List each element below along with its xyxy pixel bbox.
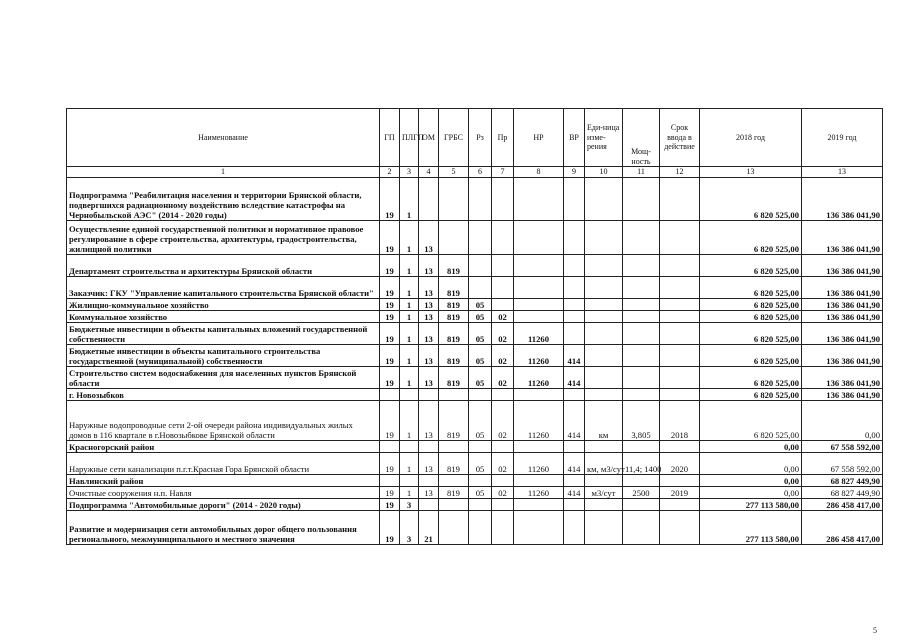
- cell-pr: 02: [492, 323, 514, 345]
- table-row: [67, 475, 883, 487]
- cell-y2018: 6 820 525,00: [700, 401, 802, 441]
- cell-power: [623, 277, 660, 299]
- cell-term: [660, 255, 700, 277]
- row-name: Бюджетные инвестиции в объекты капитального строительства государственной (муниципальной) собственности: [67, 345, 380, 367]
- header-nr: НР: [514, 109, 564, 167]
- cell-power: [623, 475, 660, 487]
- cell-pp: [400, 475, 419, 487]
- cell-power: [623, 441, 660, 453]
- row-name: Очистные сооружения н.п. Навля: [67, 487, 380, 499]
- cell-power: [623, 389, 660, 401]
- cell-unit: [585, 367, 623, 389]
- table-row: [67, 345, 883, 367]
- row-name: Подпрограмма "Реабилитация населения и территории Брянской области, подвергшихся радиационному воздействию вследствие катастрофы на Чернобыльской АЭС" (2014 - 2020 годы): [67, 178, 380, 221]
- cell-om: [419, 499, 439, 511]
- cell-om: 13: [419, 367, 439, 389]
- cell-power: [623, 499, 660, 511]
- row-name: Строительство систем водоснабжения для населенных пунктов Брянской области: [67, 367, 380, 389]
- header-power: Мощ-ность: [623, 109, 660, 167]
- cell-y2018: 277 113 580,00: [700, 511, 802, 545]
- cell-pp: 3: [400, 499, 419, 511]
- cell-power: [623, 511, 660, 545]
- cell-y2019: 136 386 041,90: [802, 311, 883, 323]
- cell-nr: 11260: [514, 401, 564, 441]
- cell-y2019: 136 386 041,90: [802, 389, 883, 401]
- header-pr: Пр: [492, 109, 514, 167]
- cell-pr: 02: [492, 345, 514, 367]
- cell-pp: 1: [400, 311, 419, 323]
- cell-term: [660, 345, 700, 367]
- header-ppgp: ПЛГП: [400, 109, 419, 167]
- cell-nr: [514, 255, 564, 277]
- cell-y2019: 0,00: [802, 401, 883, 441]
- cell-nr: [514, 441, 564, 453]
- cell-y2018: 0,00: [700, 441, 802, 453]
- cell-term: [660, 277, 700, 299]
- cell-term: [660, 311, 700, 323]
- cell-om: [419, 178, 439, 221]
- header-term: Срок ввода в действие: [660, 109, 700, 167]
- cell-gp: [380, 475, 400, 487]
- cell-pp: 1: [400, 255, 419, 277]
- cell-unit: [585, 299, 623, 311]
- cell-y2018: 277 113 580,00: [700, 499, 802, 511]
- header-grbs: ГРБС: [439, 109, 469, 167]
- cell-y2019: 136 386 041,90: [802, 299, 883, 311]
- header-vr: ВР: [564, 109, 585, 167]
- cell-rz: 05: [469, 323, 492, 345]
- cell-unit: [585, 277, 623, 299]
- cell-unit: [585, 178, 623, 221]
- cell-gp: 19: [380, 487, 400, 499]
- cell-om: 13: [419, 323, 439, 345]
- row-name: Наружные водопроводные сети 2-ой очереди района индивидуальных жилых домов в 116 квартале в г.Новозыбкове Брянской области: [67, 401, 380, 441]
- cell-term: 2020: [660, 453, 700, 475]
- column-number: 6: [469, 167, 492, 178]
- cell-pp: 1: [400, 277, 419, 299]
- cell-term: [660, 389, 700, 401]
- row-name: Наружные сети канализации п.г.т.Красная Гора Брянской области: [67, 453, 380, 475]
- cell-unit: [585, 221, 623, 255]
- row-name: Коммунальное хозяйство: [67, 311, 380, 323]
- cell-power: 3,805: [623, 401, 660, 441]
- cell-term: [660, 511, 700, 545]
- cell-y2018: 6 820 525,00: [700, 311, 802, 323]
- cell-power: [623, 345, 660, 367]
- cell-om: 13: [419, 299, 439, 311]
- cell-pp: 1: [400, 299, 419, 311]
- cell-rz: [469, 277, 492, 299]
- table-row: [67, 311, 883, 323]
- cell-power: [623, 221, 660, 255]
- table-row: [67, 487, 883, 499]
- cell-y2018: 6 820 525,00: [700, 299, 802, 311]
- cell-unit: [585, 441, 623, 453]
- cell-gp: 19: [380, 499, 400, 511]
- cell-pr: 02: [492, 367, 514, 389]
- cell-gp: 19: [380, 511, 400, 545]
- cell-pp: 1: [400, 323, 419, 345]
- table-row: [67, 299, 883, 311]
- table-row: [67, 499, 883, 511]
- row-name: Заказчик: ГКУ "Управление капитального строительства Брянской области": [67, 277, 380, 299]
- cell-vr: [564, 323, 585, 345]
- row-name: Навлинский район: [67, 475, 380, 487]
- cell-vr: [564, 499, 585, 511]
- cell-y2019: 68 827 449,90: [802, 475, 883, 487]
- header-name: Наименование: [67, 109, 380, 167]
- column-number: 5: [439, 167, 469, 178]
- cell-power: 11,4; 1400: [623, 453, 660, 475]
- cell-y2018: 6 820 525,00: [700, 367, 802, 389]
- header-gp: ГП: [380, 109, 400, 167]
- cell-gp: 19: [380, 299, 400, 311]
- cell-gp: 19: [380, 401, 400, 441]
- column-number: 7: [492, 167, 514, 178]
- cell-gp: 19: [380, 221, 400, 255]
- column-number: 10: [585, 167, 623, 178]
- cell-rz: [469, 255, 492, 277]
- row-name: Подпрограмма "Автомобильные дороги" (2014 - 2020 годы): [67, 499, 380, 511]
- cell-gp: [380, 389, 400, 401]
- cell-rz: 05: [469, 311, 492, 323]
- cell-pr: [492, 511, 514, 545]
- row-name: Департамент строительства и архитектуры Брянской области: [67, 255, 380, 277]
- cell-rz: [469, 499, 492, 511]
- cell-y2018: 6 820 525,00: [700, 178, 802, 221]
- cell-om: [419, 475, 439, 487]
- cell-grbs: [439, 389, 469, 401]
- budget-table: [66, 108, 883, 545]
- cell-om: [419, 441, 439, 453]
- cell-unit: [585, 323, 623, 345]
- cell-unit: [585, 255, 623, 277]
- cell-power: [623, 178, 660, 221]
- cell-pr: [492, 178, 514, 221]
- cell-rz: [469, 511, 492, 545]
- cell-pp: 1: [400, 345, 419, 367]
- cell-pp: 3: [400, 511, 419, 545]
- cell-pp: [400, 441, 419, 453]
- cell-pr: [492, 499, 514, 511]
- cell-nr: 11260: [514, 345, 564, 367]
- cell-pp: 1: [400, 367, 419, 389]
- table-row: [67, 255, 883, 277]
- row-name: г. Новозыбков: [67, 389, 380, 401]
- cell-nr: 11260: [514, 323, 564, 345]
- cell-nr: [514, 389, 564, 401]
- row-name: Осуществление единой государственной политики и нормативное правовое регулирование в сфере строительства, архитектуры, градостроительства, жилищной политики: [67, 221, 380, 255]
- cell-power: [623, 311, 660, 323]
- cell-rz: [469, 475, 492, 487]
- cell-term: [660, 221, 700, 255]
- table-row: [67, 277, 883, 299]
- cell-y2019: 286 458 417,00: [802, 499, 883, 511]
- cell-y2018: 6 820 525,00: [700, 277, 802, 299]
- cell-term: [660, 367, 700, 389]
- page-number: 5: [873, 626, 877, 635]
- cell-grbs: 819: [439, 367, 469, 389]
- cell-grbs: [439, 221, 469, 255]
- cell-gp: 19: [380, 453, 400, 475]
- cell-pp: 1: [400, 178, 419, 221]
- cell-unit: [585, 345, 623, 367]
- cell-y2019: 67 558 592,00: [802, 441, 883, 453]
- cell-vr: 414: [564, 453, 585, 475]
- cell-y2019: 136 386 041,90: [802, 221, 883, 255]
- cell-rz: 05: [469, 299, 492, 311]
- cell-grbs: 819: [439, 453, 469, 475]
- cell-nr: 11260: [514, 453, 564, 475]
- cell-gp: 19: [380, 323, 400, 345]
- cell-y2018: 6 820 525,00: [700, 389, 802, 401]
- table-row: [67, 323, 883, 345]
- cell-vr: 414: [564, 367, 585, 389]
- cell-om: 13: [419, 221, 439, 255]
- cell-pr: [492, 441, 514, 453]
- cell-gp: 19: [380, 311, 400, 323]
- cell-rz: 05: [469, 487, 492, 499]
- cell-pr: [492, 277, 514, 299]
- cell-y2019: 68 827 449,90: [802, 487, 883, 499]
- cell-om: 13: [419, 453, 439, 475]
- table-row: [67, 389, 883, 401]
- cell-om: [419, 389, 439, 401]
- cell-unit: [585, 499, 623, 511]
- cell-rz: [469, 178, 492, 221]
- cell-rz: [469, 221, 492, 255]
- cell-grbs: [439, 511, 469, 545]
- column-number: 13: [700, 167, 802, 178]
- row-name: Жилищно-коммунальное хозяйство: [67, 299, 380, 311]
- cell-vr: [564, 441, 585, 453]
- cell-power: [623, 255, 660, 277]
- cell-unit: км: [585, 401, 623, 441]
- cell-vr: 414: [564, 401, 585, 441]
- column-number: 12: [660, 167, 700, 178]
- cell-rz: 05: [469, 453, 492, 475]
- header-om: ОМ: [419, 109, 439, 167]
- cell-unit: м3/сут: [585, 487, 623, 499]
- cell-term: [660, 441, 700, 453]
- cell-pp: 1: [400, 487, 419, 499]
- cell-gp: [380, 441, 400, 453]
- cell-nr: 11260: [514, 367, 564, 389]
- cell-pr: [492, 475, 514, 487]
- cell-term: [660, 299, 700, 311]
- cell-gp: 19: [380, 367, 400, 389]
- header-2018: 2018 год: [700, 109, 802, 167]
- cell-y2019: 136 386 041,90: [802, 178, 883, 221]
- cell-vr: [564, 255, 585, 277]
- cell-vr: [564, 221, 585, 255]
- cell-vr: [564, 178, 585, 221]
- cell-vr: [564, 475, 585, 487]
- cell-y2018: 6 820 525,00: [700, 255, 802, 277]
- cell-pr: [492, 299, 514, 311]
- cell-y2019: 136 386 041,90: [802, 345, 883, 367]
- cell-grbs: 819: [439, 323, 469, 345]
- cell-rz: 05: [469, 401, 492, 441]
- cell-grbs: [439, 441, 469, 453]
- cell-grbs: 819: [439, 299, 469, 311]
- cell-grbs: 819: [439, 277, 469, 299]
- cell-pr: [492, 221, 514, 255]
- cell-om: 13: [419, 487, 439, 499]
- table-row: [67, 367, 883, 389]
- cell-vr: [564, 311, 585, 323]
- cell-pp: 1: [400, 401, 419, 441]
- cell-grbs: 819: [439, 255, 469, 277]
- cell-grbs: [439, 499, 469, 511]
- cell-pp: [400, 389, 419, 401]
- cell-nr: [514, 178, 564, 221]
- table-body: [67, 178, 883, 545]
- cell-pr: 02: [492, 453, 514, 475]
- cell-vr: [564, 299, 585, 311]
- table-row: [67, 453, 883, 475]
- header-2019: 2019 год: [802, 109, 883, 167]
- cell-pr: [492, 255, 514, 277]
- cell-y2019: 286 458 417,00: [802, 511, 883, 545]
- table-row: [67, 441, 883, 453]
- cell-gp: 19: [380, 345, 400, 367]
- cell-y2018: 6 820 525,00: [700, 345, 802, 367]
- cell-rz: [469, 389, 492, 401]
- cell-pp: 1: [400, 221, 419, 255]
- cell-power: [623, 299, 660, 311]
- cell-om: 13: [419, 255, 439, 277]
- cell-y2018: 0,00: [700, 453, 802, 475]
- cell-gp: 19: [380, 255, 400, 277]
- column-number: 9: [564, 167, 585, 178]
- cell-rz: [469, 441, 492, 453]
- cell-nr: [514, 221, 564, 255]
- cell-power: [623, 323, 660, 345]
- cell-vr: [564, 277, 585, 299]
- column-number: 8: [514, 167, 564, 178]
- table-header-row: [67, 109, 883, 167]
- table-row: [67, 178, 883, 221]
- cell-nr: [514, 311, 564, 323]
- cell-term: [660, 475, 700, 487]
- header-unit: Еди-ница изме-рения: [585, 109, 623, 167]
- cell-vr: 414: [564, 487, 585, 499]
- cell-power: 2500: [623, 487, 660, 499]
- cell-om: 21: [419, 511, 439, 545]
- row-name: Развитие и модернизация сети автомобильных дорог общего пользования регионального, межмуниципального и местного значения: [67, 511, 380, 545]
- cell-grbs: 819: [439, 345, 469, 367]
- column-number: 3: [400, 167, 419, 178]
- cell-power: [623, 367, 660, 389]
- cell-gp: 19: [380, 178, 400, 221]
- table-row: [67, 221, 883, 255]
- cell-nr: 11260: [514, 487, 564, 499]
- cell-rz: 05: [469, 367, 492, 389]
- cell-unit: [585, 311, 623, 323]
- row-name: Красногорский район: [67, 441, 380, 453]
- cell-y2019: 67 558 592,00: [802, 453, 883, 475]
- cell-grbs: 819: [439, 487, 469, 499]
- cell-y2019: 136 386 041,90: [802, 255, 883, 277]
- cell-vr: [564, 511, 585, 545]
- cell-gp: 19: [380, 277, 400, 299]
- cell-y2018: 0,00: [700, 487, 802, 499]
- cell-grbs: 819: [439, 311, 469, 323]
- cell-unit: [585, 475, 623, 487]
- cell-om: 13: [419, 345, 439, 367]
- table-row: [67, 511, 883, 545]
- cell-term: 2019: [660, 487, 700, 499]
- cell-nr: [514, 499, 564, 511]
- cell-y2018: 0,00: [700, 475, 802, 487]
- cell-grbs: [439, 475, 469, 487]
- cell-vr: [564, 389, 585, 401]
- cell-y2019: 136 386 041,90: [802, 367, 883, 389]
- table-row: [67, 401, 883, 441]
- cell-nr: [514, 475, 564, 487]
- cell-nr: [514, 299, 564, 311]
- cell-y2018: 6 820 525,00: [700, 323, 802, 345]
- cell-nr: [514, 277, 564, 299]
- column-number: 13: [802, 167, 883, 178]
- cell-y2019: 136 386 041,90: [802, 277, 883, 299]
- cell-grbs: [439, 178, 469, 221]
- cell-y2018: 6 820 525,00: [700, 221, 802, 255]
- cell-term: [660, 178, 700, 221]
- cell-unit: км, м3/сут: [585, 453, 623, 475]
- column-number: 11: [623, 167, 660, 178]
- cell-pr: 02: [492, 401, 514, 441]
- cell-unit: [585, 511, 623, 545]
- row-name: Бюджетные инвестиции в объекты капитальных вложений государственной собственности: [67, 323, 380, 345]
- cell-om: 13: [419, 401, 439, 441]
- cell-pp: 1: [400, 453, 419, 475]
- cell-unit: [585, 389, 623, 401]
- cell-term: [660, 323, 700, 345]
- cell-pr: [492, 389, 514, 401]
- cell-pr: 02: [492, 487, 514, 499]
- cell-vr: 414: [564, 345, 585, 367]
- column-number-row: [67, 167, 883, 178]
- column-number: 2: [380, 167, 400, 178]
- cell-rz: 05: [469, 345, 492, 367]
- cell-grbs: 819: [439, 401, 469, 441]
- cell-nr: [514, 511, 564, 545]
- cell-pr: 02: [492, 311, 514, 323]
- cell-term: 2018: [660, 401, 700, 441]
- cell-om: 13: [419, 277, 439, 299]
- cell-om: 13: [419, 311, 439, 323]
- column-number: 4: [419, 167, 439, 178]
- cell-y2019: 136 386 041,90: [802, 323, 883, 345]
- header-rz: Рз: [469, 109, 492, 167]
- cell-term: [660, 499, 700, 511]
- column-number: 1: [67, 167, 380, 178]
